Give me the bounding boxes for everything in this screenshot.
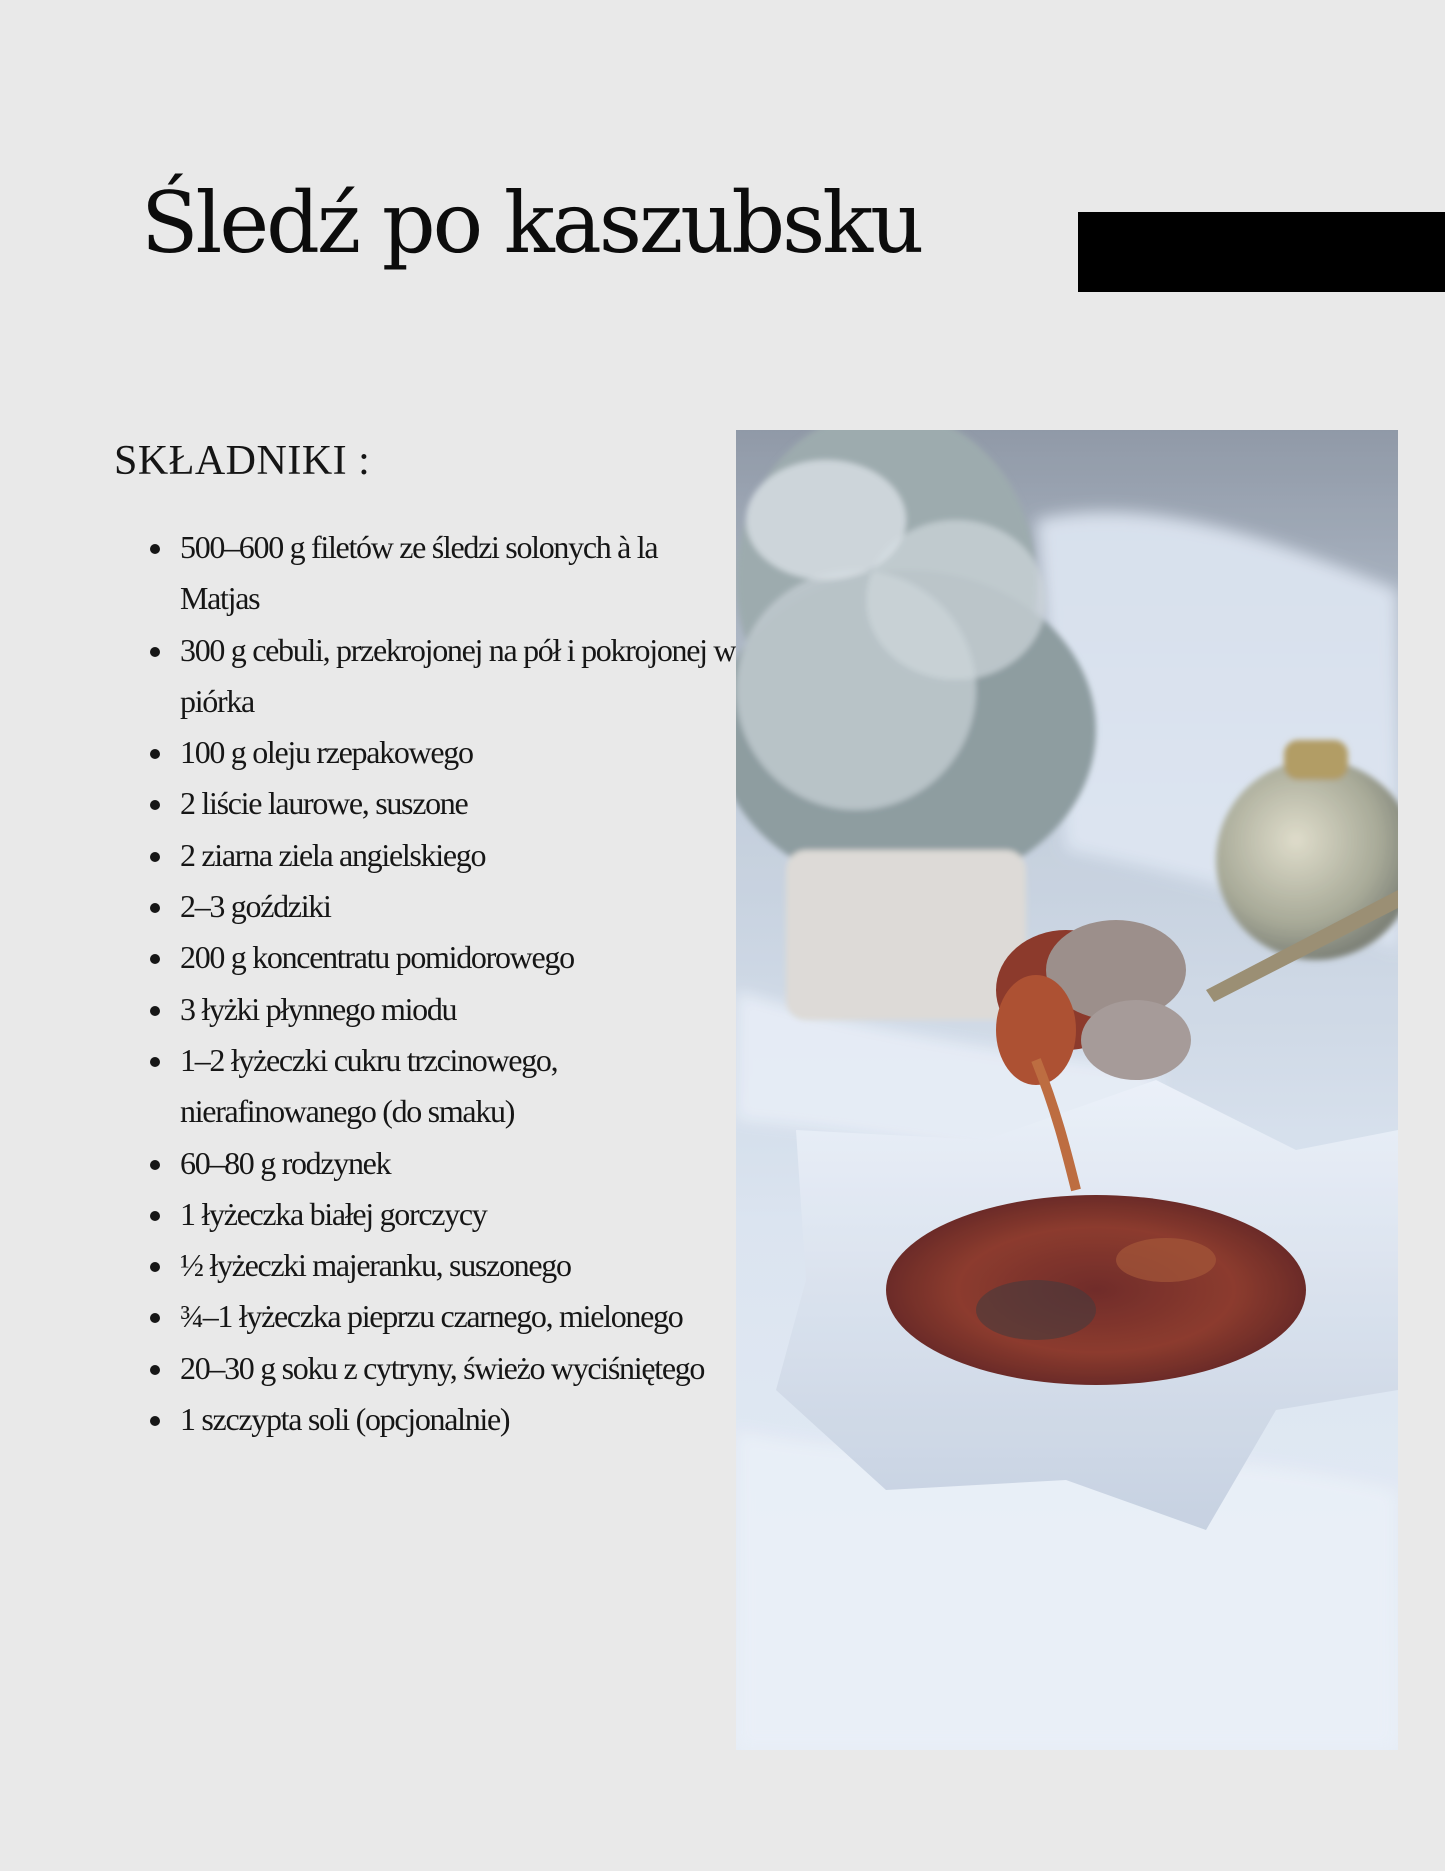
ingredient-item: • 2 ziarna ziela angielskiego xyxy=(176,830,736,881)
ingredients-list xyxy=(146,522,736,1445)
ingredient-item: • 60–80 g rodzynek xyxy=(176,1138,736,1189)
ingredient-item: • 1 łyżeczka białej gorczycy xyxy=(176,1189,736,1240)
title-accent-bar xyxy=(1078,212,1445,292)
ingredient-item: • 1–2 łyżeczki cukru trzcinowego, nierafinowanego (do smaku) xyxy=(176,1035,736,1138)
ingredient-item: • 300 g cebuli, przekrojonej na pół i pokrojonej w piórka xyxy=(176,625,736,728)
ingredient-item: • 100 g oleju rzepakowego xyxy=(176,727,736,778)
ingredient-item: • ¾–1 łyżeczka pieprzu czarnego, mielonego xyxy=(176,1291,736,1342)
ingredient-item: • 3 łyżki płynnego miodu xyxy=(176,984,736,1035)
ingredient-item: • 20–30 g soku z cytryny, świeżo wyciśniętego xyxy=(176,1343,736,1394)
ingredients-heading: SKŁADNIKI : xyxy=(114,438,371,484)
ingredient-item: • 200 g koncentratu pomidorowego xyxy=(176,932,736,983)
ingredient-item: • 500–600 g filetów ze śledzi solonych à la Matjas xyxy=(176,522,736,625)
page-title: Śledź po kaszubsku xyxy=(141,174,922,272)
ingredient-item: • ½ łyżeczki majeranku, suszonego xyxy=(176,1240,736,1291)
ingredient-item: • 2–3 goździki xyxy=(176,881,736,932)
dish-photo xyxy=(736,430,1398,1750)
ingredient-item: • 1 szczypta soli (opcjonalnie) xyxy=(176,1394,736,1445)
ingredient-item: • 2 liście laurowe, suszone xyxy=(176,778,736,829)
